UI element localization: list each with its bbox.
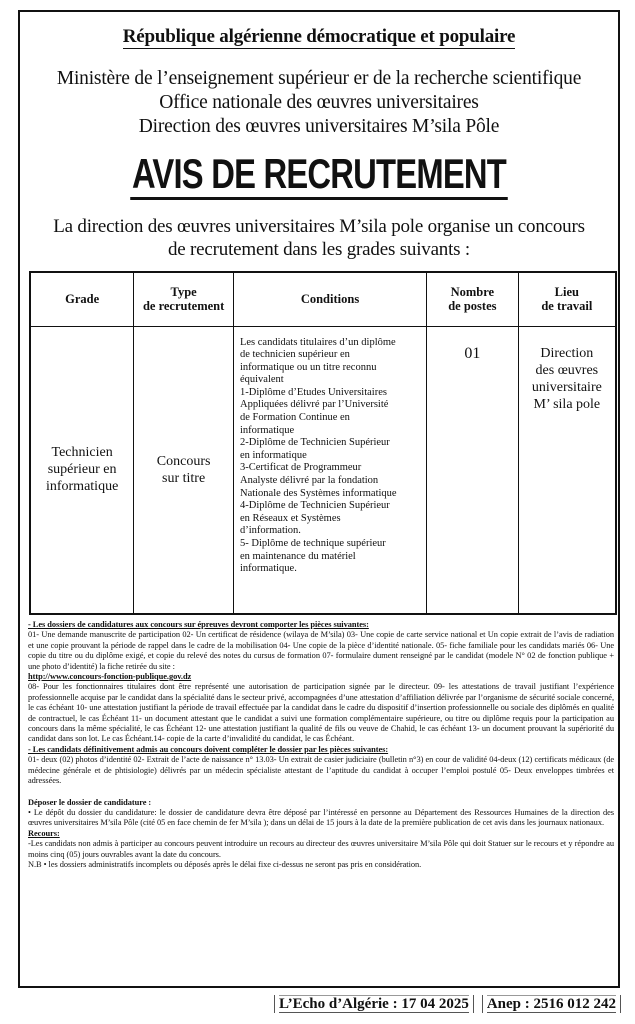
column-header-conditions: Conditions [233, 272, 426, 326]
column-header-type: Type de recrutement [134, 272, 234, 326]
nb-text: N.B • les dossiers administratifs incomplets ou déposés après le délai fixe ci-dessus ne seront pas pris en considération. [28, 859, 422, 869]
cell-grade: Technicien supérieur en informatique [30, 326, 134, 614]
direction-line: Direction des œuvres universitaires M’sila Pôle [138, 116, 500, 137]
dossier-text: 01- Une demande manuscrite de participation 02- Un certificat de résidence (wilaya de M’sila) 03- Une copie de carte service national et Un copie extrait de l’avis de radiation et une copie prouvant la période de rappel dans le cadre de la mobilisation 04- Une copie de la pièce d’identité nationale. 05- fiche familiale pour les candidats mariés 06- Une copie du titre ou du diplôme exigé, et copie du relevé des notes du cursus de formation 07- formulaire dument renseigné par le candidat (modele N° 02 de fonction publique + une photo d’identité) la fiche retirée du site : [28, 630, 614, 671]
dossier-heading: - Les dossiers de candidatures aux concours sur épreuves devront comporter les pièces suivantes: [28, 620, 369, 629]
spacer [28, 787, 614, 798]
publication-badge: L’Echo d’Algérie : 17 04 2025 [274, 995, 474, 1013]
column-header-grade: Grade [30, 272, 134, 326]
grades-table [29, 271, 617, 615]
dossier-text-2: 08- Pour les fonctionnaires titulaires dont être représenté une autorisation de participation signée par le directeur. 09- les attestations de travail justifiant l’expérience professionnelle acquise par le candidat dans la spécialité dans le secteur privé, accompagnées d’une attestation d’affiliation délivrée par l’organisme de sécurité sociale concerné, le cas échéant 10- une attestation justifiant la période de travail effectuée par la candidat dans le cadre du dispositif d’insertion professionnelle ou sociale des diplômés en qualité de contractuel, le cas Échéant 11- un document attestant que le candidat a suivi une formation complémentaire supérieure, ou titre ou diplôme requis pour la participation au concours dans la même spécialité, le cas Échéant 12- une attestation justifiant la qualité de fils ou veuve de Chahid, le cas échéant 13- un document prouvant la supériorité du candidat dans son lot. Le cas Échéant.14- copie de la carte d’invalidité du candidat, le cas Échéant. [28, 682, 614, 744]
column-header-postes: Nombre de postes [427, 272, 519, 326]
publication-footer [274, 995, 621, 1013]
cell-conditions: Les candidats titulaires d’un diplôme de technicien supérieur en informatique ou un titre reconnu équivalent 1-Diplôme d’Etudes Universitaires Appliquées délivré par l’Université de Formation Continue en informatique 2-Diplôme de Technicien Supérieur en informatique 3-Certificat de Programmeur Analyste délivré par la fondation Nationale des Systèmes informatique 4-Diplôme de Technicien Supérieur en Réseaux et Systèmes d’information. 5- Diplôme de technique supérieur en maintenance du matériel informatique. [233, 326, 426, 614]
anep-badge: Anep : 2516 012 242 [482, 995, 621, 1013]
table-row [30, 326, 616, 614]
ministry-line: Ministère de l’enseignement supérieur er de la recherche scientifique [56, 68, 582, 89]
headline: AVIS DE RECRUTEMENT [86, 150, 552, 198]
cell-postes: 01 [427, 326, 519, 614]
column-header-lieu: Lieu de travail [518, 272, 616, 326]
admis-heading: - Les candidats définitivement admis au concours doivent compléter le dossier par les pièces suivantes: [28, 744, 389, 754]
ministry-block [20, 67, 618, 139]
cell-lieu: Direction des œuvres universitaire M’ sila pole [518, 326, 616, 614]
notice-frame [18, 10, 620, 988]
cell-type: Concours sur titre [134, 326, 234, 614]
office-line: Office nationale des œuvres universitaires [159, 92, 479, 113]
intro-text: La direction des œuvres universitaires M’sila pole organise un concours de recrutement dans les grades suivants : [53, 216, 585, 260]
depot-text: • Le dépôt du dossier du candidature: le dossier de candidature devra être déposé par l’intéressé en personne au Département des Ressources Humaines de la direction des œuvres universitaires M’sila Pôle (cité 05 en face chemin de fer M’sila ); dans un délai de 15 jours à la date de la première publication de cet avis dans les journaux nationaux. [28, 807, 614, 828]
depot-heading: Déposer le dossier de candidature : [28, 797, 152, 807]
concours-link[interactable]: http://www.concours-fonction-publique.gov.dz [28, 672, 192, 682]
admis-text: 01- deux (02) photos d’identité 02- Extrait de l’acte de naissance n° 13.03- Un extrait de casier judiciaire (bulletin n°3) en cour de validité 04-deux (12) certificats médicaux (de médecine générale et de phtisiologie) délivrés par un médecin spécialiste attestant de l’aptitude du candidat à occuper l’emploi postulé 05- Deux enveloppes timbrées et adressées. [28, 755, 614, 786]
details-section [28, 620, 614, 870]
recours-heading: Recours: [28, 828, 60, 838]
republic-title: République algérienne démocratique et populaire [122, 26, 516, 47]
recours-text: -Les candidats non admis à participer au concours peuvent introduire un recours au directeur des œuvres universitaire M’sila Pôle qui doit Statuer sur le recours et y répondre au moins cinq (05) jours ouvrables avant la date du concours. [28, 839, 614, 859]
table-header-row [30, 272, 616, 326]
